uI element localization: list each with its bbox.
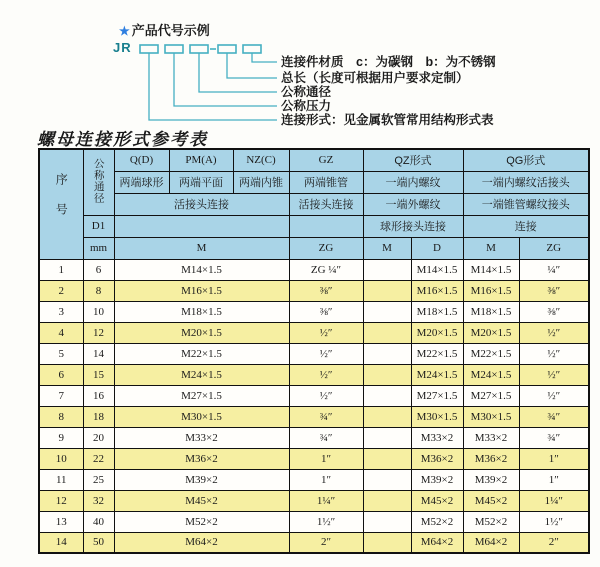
cell-qg_m: M20×1.5 [463, 322, 519, 343]
header-qz-m: M [363, 237, 411, 259]
cell-qz_d: M52×2 [411, 511, 463, 532]
cell-qz_d: M33×2 [411, 427, 463, 448]
label-connector-material: 连接件材质 c：为碳钢 b：为不锈钢 [281, 55, 496, 69]
code-box-3 [190, 45, 208, 53]
cell-m: M22×1.5 [114, 343, 289, 364]
cell-qg_zg: 1½″ [519, 511, 589, 532]
cell-mm: 16 [83, 385, 114, 406]
table-row [39, 469, 589, 490]
cell-gz: 1″ [289, 469, 363, 490]
code-box-5 [243, 45, 261, 53]
table-row [39, 259, 589, 280]
header-taper-thread-joint: 一端锥管螺纹接头 [463, 193, 589, 215]
header-mm: mm [83, 237, 114, 259]
header-external-thread: 一端外螺纹 [363, 193, 463, 215]
product-code-heading-text: 产品代号示例 [131, 23, 210, 38]
cell-no: 1 [39, 259, 83, 280]
label-nominal-pressure: 公称压力 [281, 99, 332, 113]
pointer-line-connection [149, 53, 277, 120]
cell-no: 3 [39, 301, 83, 322]
cell-mm: 14 [83, 343, 114, 364]
cell-m: M16×1.5 [114, 280, 289, 301]
code-box-2 [165, 45, 183, 53]
cell-mm: 22 [83, 448, 114, 469]
cell-gz: ¾″ [289, 406, 363, 427]
cell-gz: 1¼″ [289, 490, 363, 511]
table-row [39, 532, 589, 553]
label-nominal-diameter: 公称通径 [281, 85, 332, 99]
cell-qz_m [363, 364, 411, 385]
header-desc-gz: 两端锥管 [289, 171, 363, 193]
cell-gz: 1″ [289, 448, 363, 469]
header-row-5 [39, 237, 589, 259]
cell-qz_d: M20×1.5 [411, 322, 463, 343]
cell-qg_m: M16×1.5 [463, 280, 519, 301]
cell-gz: ½″ [289, 385, 363, 406]
table-row [39, 511, 589, 532]
cell-qz_m [363, 385, 411, 406]
cell-qz_m [363, 280, 411, 301]
cell-no: 9 [39, 427, 83, 448]
cell-qg_m: M18×1.5 [463, 301, 519, 322]
cell-no: 7 [39, 385, 83, 406]
cell-m: M52×2 [114, 511, 289, 532]
cell-qz_m [363, 301, 411, 322]
header-serial: 序号 [39, 149, 83, 259]
header-m: M [114, 237, 289, 259]
header-desc-nz: 两端内锥 [233, 171, 289, 193]
table-row [39, 364, 589, 385]
cell-mm: 40 [83, 511, 114, 532]
cell-no: 4 [39, 322, 83, 343]
header-row-4 [39, 215, 589, 237]
cell-no: 5 [39, 343, 83, 364]
cell-qg_zg: ¾″ [519, 427, 589, 448]
cell-qg_zg: 1″ [519, 448, 589, 469]
cell-no: 11 [39, 469, 83, 490]
pointer-line-length [227, 53, 277, 78]
cell-qg_zg: ⅜″ [519, 280, 589, 301]
cell-gz: ZG ¼″ [289, 259, 363, 280]
cell-m: M45×2 [114, 490, 289, 511]
header-row-2 [39, 171, 589, 193]
cell-qg_m: M36×2 [463, 448, 519, 469]
cell-gz: ½″ [289, 364, 363, 385]
cell-qz_m [363, 469, 411, 490]
cell-qg_zg: ½″ [519, 343, 589, 364]
header-col-qz: QZ形式 [363, 149, 463, 171]
cell-qg_zg: ¾″ [519, 406, 589, 427]
cell-qz_m [363, 406, 411, 427]
pointer-line-pressure [174, 53, 277, 106]
header-row-1 [39, 149, 589, 171]
cell-m: M27×1.5 [114, 385, 289, 406]
table-row [39, 490, 589, 511]
cell-qg_zg: ½″ [519, 364, 589, 385]
header-desc-qz: 一端内螺纹 [363, 171, 463, 193]
cell-gz: ⅜″ [289, 280, 363, 301]
cell-qg_m: M39×2 [463, 469, 519, 490]
header-ball-joint-connection: 球形接头连接 [363, 215, 463, 237]
cell-qg_zg: ¼″ [519, 259, 589, 280]
cell-m: M30×1.5 [114, 406, 289, 427]
cell-m: M18×1.5 [114, 301, 289, 322]
cell-gz: ½″ [289, 322, 363, 343]
cell-qg_m: M45×2 [463, 490, 519, 511]
table-row [39, 343, 589, 364]
header-col-qg: QG形式 [463, 149, 589, 171]
header-connection: 连接 [463, 215, 589, 237]
table-title: 螺母连接形式参考表 [37, 130, 208, 149]
cell-mm: 20 [83, 427, 114, 448]
cell-qg_zg: ⅜″ [519, 301, 589, 322]
cell-no: 13 [39, 511, 83, 532]
header-desc-qd: 两端球形 [114, 171, 169, 193]
cell-no: 2 [39, 280, 83, 301]
cell-mm: 12 [83, 322, 114, 343]
cell-no: 6 [39, 364, 83, 385]
header-union-connection: 活接头连接 [114, 193, 289, 215]
cell-qz_m [363, 532, 411, 553]
cell-qg_m: M52×2 [463, 511, 519, 532]
cell-qz_d: M45×2 [411, 490, 463, 511]
cell-mm: 25 [83, 469, 114, 490]
nut-connection-reference-table [38, 148, 590, 554]
pointer-line-diameter [199, 53, 277, 92]
cell-mm: 32 [83, 490, 114, 511]
cell-gz: 2″ [289, 532, 363, 553]
header-blank-gz [289, 215, 363, 237]
cell-m: M33×2 [114, 427, 289, 448]
cell-qz_m [363, 448, 411, 469]
cell-qg_zg: 1¼″ [519, 490, 589, 511]
product-code-heading [119, 20, 210, 39]
header-nominal-diameter: 公称通径 [83, 149, 114, 215]
header-col-pm: PM(A) [169, 149, 233, 171]
cell-qg_zg: 2″ [519, 532, 589, 553]
cell-m: M24×1.5 [114, 364, 289, 385]
cell-m: M39×2 [114, 469, 289, 490]
cell-qg_m: M24×1.5 [463, 364, 519, 385]
cell-qz_m [363, 322, 411, 343]
cell-gz: ⅜″ [289, 301, 363, 322]
cell-qz_d: M18×1.5 [411, 301, 463, 322]
cell-qz_d: M39×2 [411, 469, 463, 490]
cell-qg_m: M14×1.5 [463, 259, 519, 280]
cell-mm: 10 [83, 301, 114, 322]
table-row [39, 301, 589, 322]
cell-qz_d: M24×1.5 [411, 364, 463, 385]
table-row [39, 427, 589, 448]
label-total-length: 总长（长度可根据用户要求定制） [281, 71, 469, 85]
cell-mm: 18 [83, 406, 114, 427]
cell-m: M36×2 [114, 448, 289, 469]
cell-qg_zg: 1″ [519, 469, 589, 490]
header-desc-qg: 一端内螺纹活接头 [463, 171, 589, 193]
cell-qg_m: M33×2 [463, 427, 519, 448]
cell-qz_d: M22×1.5 [411, 343, 463, 364]
cell-qg_zg: ½″ [519, 322, 589, 343]
header-qz-d: D [411, 237, 463, 259]
cell-m: M64×2 [114, 532, 289, 553]
cell-no: 10 [39, 448, 83, 469]
cell-qg_m: M27×1.5 [463, 385, 519, 406]
header-qg-zg: ZG [519, 237, 589, 259]
header-d1: D1 [83, 215, 114, 237]
table-row [39, 448, 589, 469]
label-connection-form: 连接形式：见金属软管常用结构形式表 [281, 113, 494, 127]
table-row [39, 280, 589, 301]
cell-qg_m: M30×1.5 [463, 406, 519, 427]
cell-no: 8 [39, 406, 83, 427]
cell-mm: 6 [83, 259, 114, 280]
code-box-1 [140, 45, 158, 53]
cell-qz_d: M16×1.5 [411, 280, 463, 301]
cell-qz_m [363, 427, 411, 448]
cell-qg_zg: ½″ [519, 385, 589, 406]
code-box-4 [218, 45, 236, 53]
cell-gz: ½″ [289, 343, 363, 364]
header-union-connection-gz: 活接头连接 [289, 193, 363, 215]
cell-qg_m: M64×2 [463, 532, 519, 553]
cell-qz_m [363, 490, 411, 511]
table-row [39, 406, 589, 427]
star-icon: ★ [119, 24, 130, 38]
header-col-nz: NZ(C) [233, 149, 289, 171]
cell-m: M14×1.5 [114, 259, 289, 280]
product-code-prefix: JR [113, 40, 132, 55]
cell-qz_d: M30×1.5 [411, 406, 463, 427]
cell-no: 14 [39, 532, 83, 553]
cell-qz_d: M36×2 [411, 448, 463, 469]
cell-gz: ¾″ [289, 427, 363, 448]
header-row-3 [39, 193, 589, 215]
cell-qz_d: M27×1.5 [411, 385, 463, 406]
header-col-gz: GZ [289, 149, 363, 171]
header-zg: ZG [289, 237, 363, 259]
table-row [39, 322, 589, 343]
cell-m: M20×1.5 [114, 322, 289, 343]
header-qg-m: M [463, 237, 519, 259]
cell-mm: 50 [83, 532, 114, 553]
cell-qz_m [363, 343, 411, 364]
cell-mm: 8 [83, 280, 114, 301]
header-col-qd: Q(D) [114, 149, 169, 171]
table-row [39, 385, 589, 406]
cell-qz_m [363, 511, 411, 532]
cell-qg_m: M22×1.5 [463, 343, 519, 364]
header-desc-pm: 两端平面 [169, 171, 233, 193]
cell-qz_d: M64×2 [411, 532, 463, 553]
cell-qz_m [363, 259, 411, 280]
cell-no: 12 [39, 490, 83, 511]
pointer-line-material [252, 53, 277, 62]
cell-mm: 15 [83, 364, 114, 385]
header-blank-left [114, 215, 289, 237]
cell-gz: 1½″ [289, 511, 363, 532]
cell-qz_d: M14×1.5 [411, 259, 463, 280]
